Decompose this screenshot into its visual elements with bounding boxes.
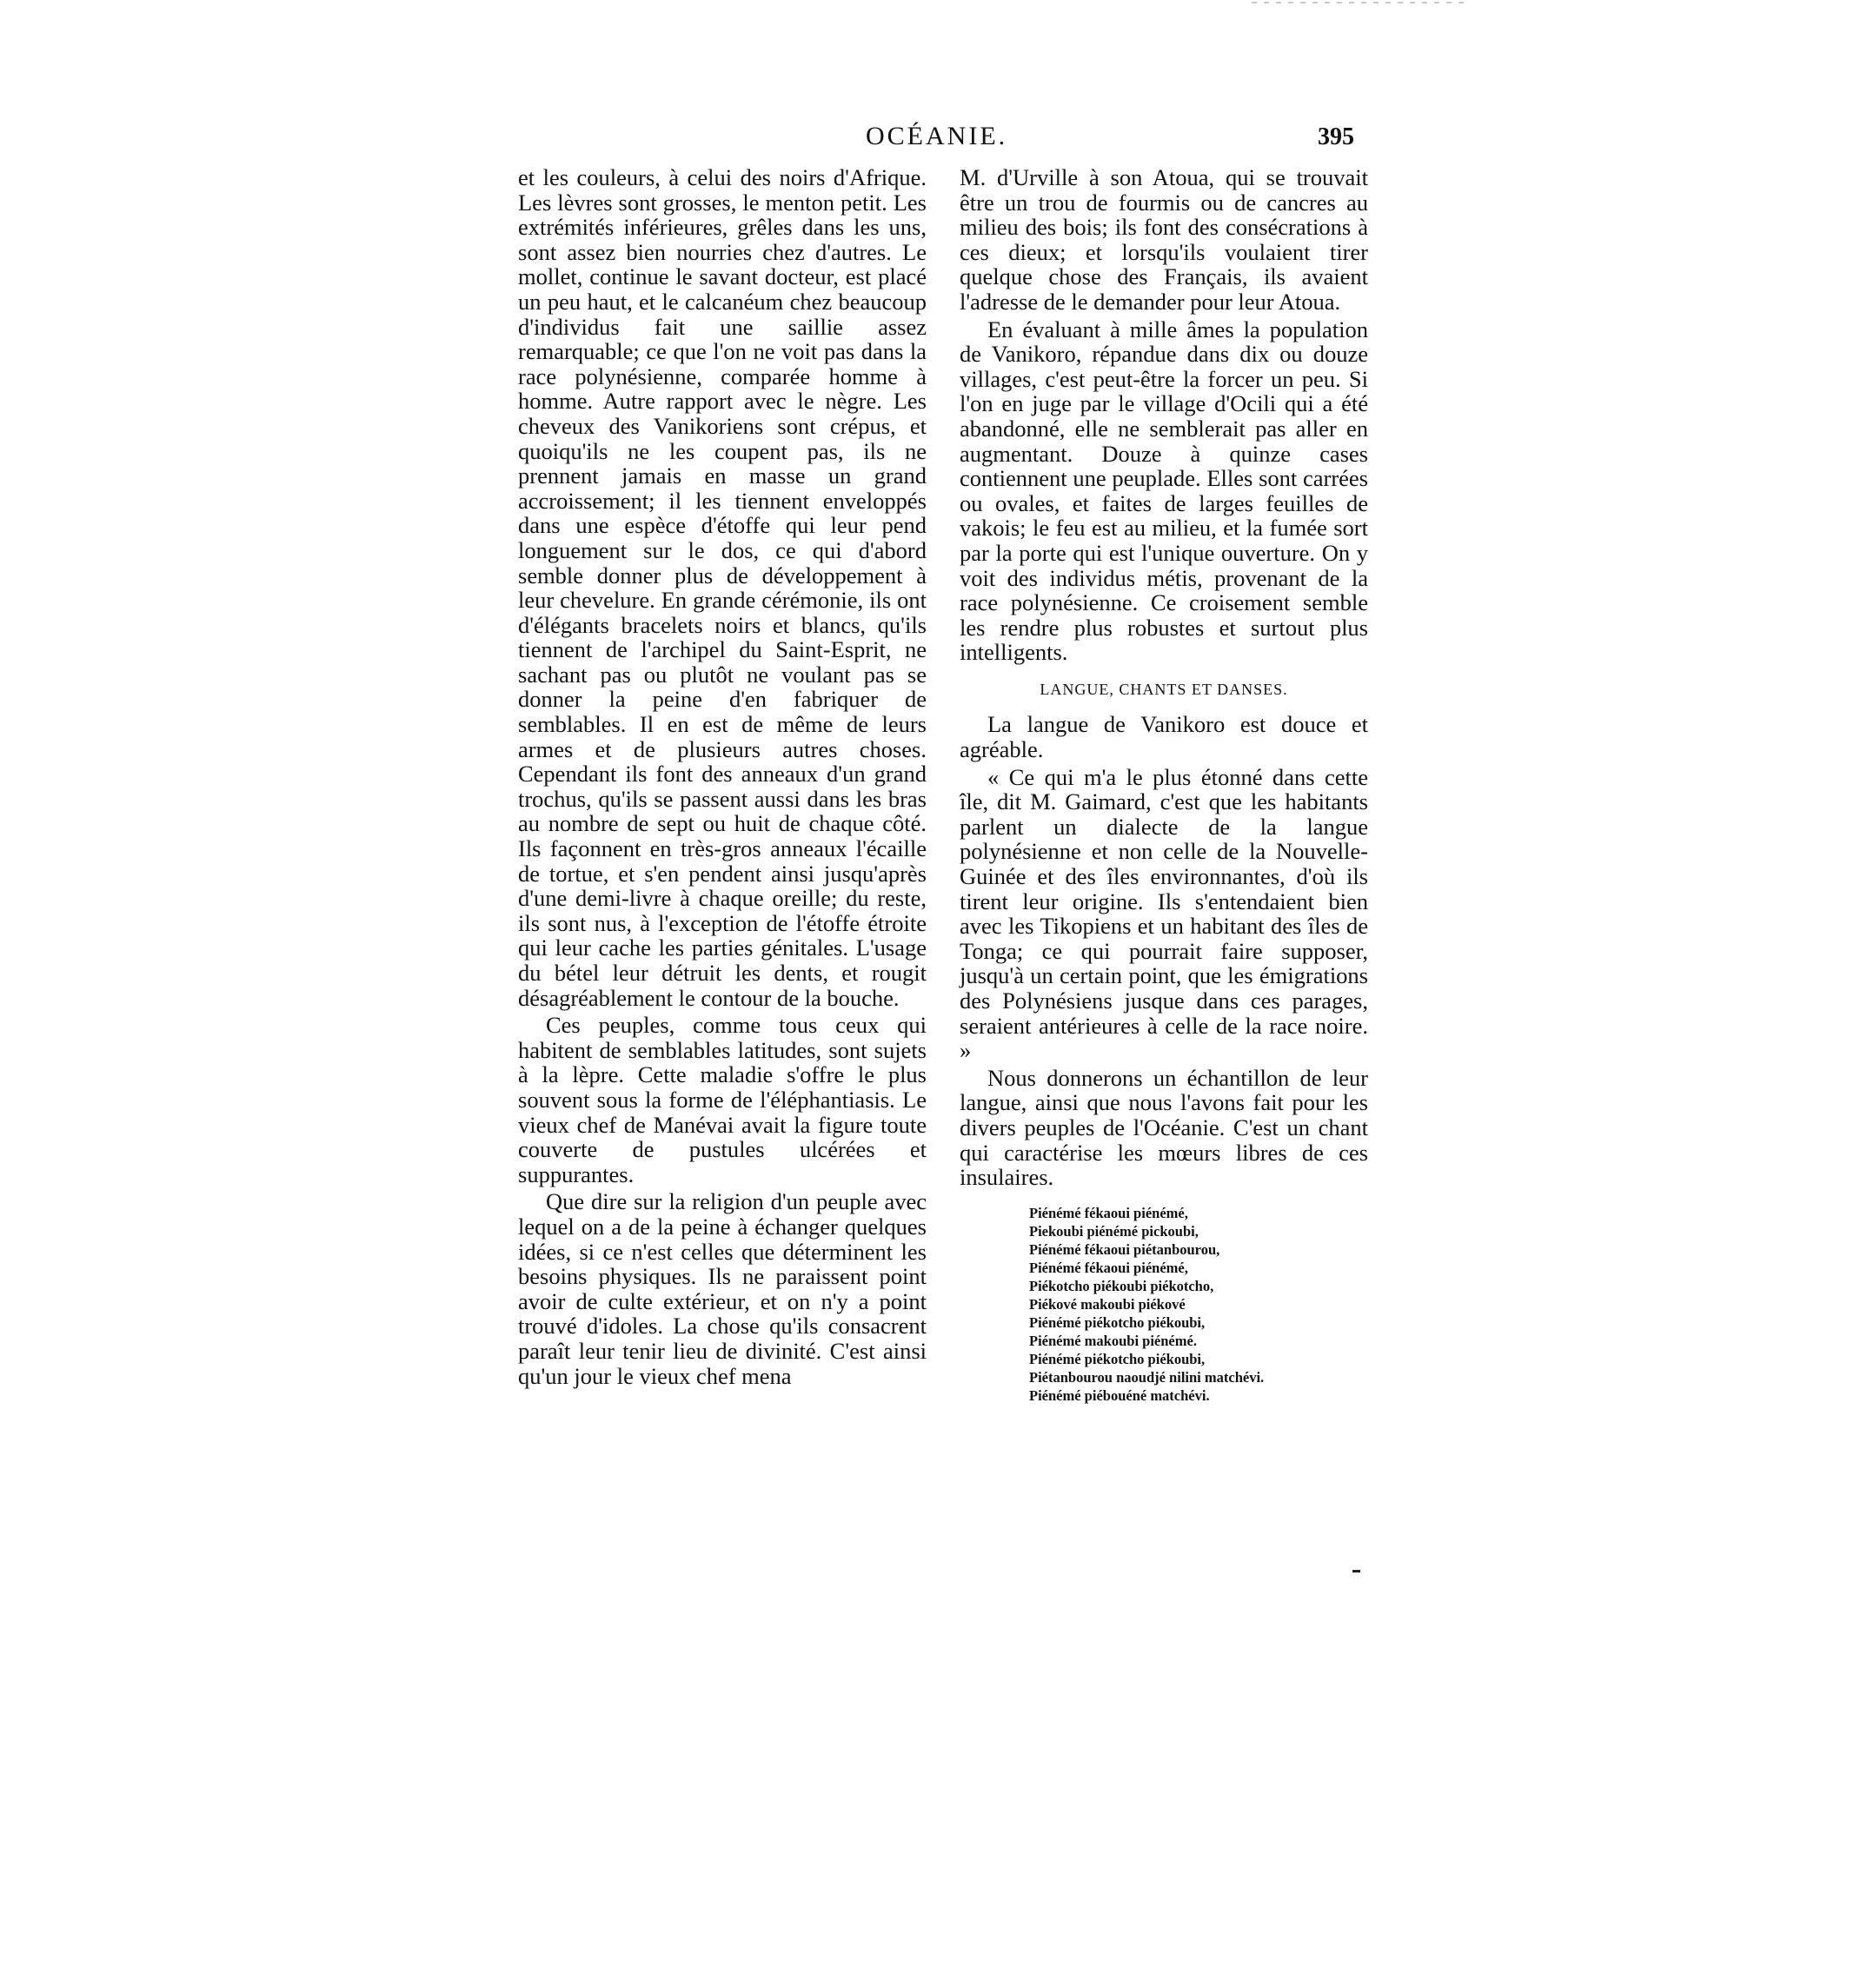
song-line: Piekoubi piénémé pickoubi,	[1029, 1222, 1199, 1240]
paragraph: Nous donnerons un échantillon de leur langue, ainsi que nous l'avons fait pour les divers peuples de l'Océanie. C'est un chant qui caractérise les mœurs libres de ces insulaires.	[960, 1064, 1368, 1191]
song-line: Piénémé piékotcho piékoubi,	[1029, 1350, 1206, 1367]
paragraph: En évaluant à mille âmes la population de Vanikoro, répandue dans dix ou douze villages, c'est peut-être la forcer un peu. Si l'on en juge par le village d'Ocili qui a été abandonné, elle ne semblerait pas aller en augmentant. Douze à quinze cases contiennent une peuplade. Elles sont carrées ou ovales, et faites de larges feuilles de vakois; le feu est au milieu, et la fumée sort par la porte qui est l'unique ouverture. On y voit des individus métis, provenant de la race polynésienne. Ce croisement semble les rendre plus robustes et surtout plus intelligents.	[960, 316, 1368, 666]
scan-artifact	[1252, 2, 1469, 3]
song-line: Piénémé fékaoui piénémé,	[1029, 1204, 1188, 1221]
song-line: Piétanbourou naoudjé nilini matchévi.	[1029, 1368, 1265, 1386]
left-column	[518, 165, 927, 1391]
paragraph: M. d'Urville à son Atoua, qui se trouvait être un trou de fourmis ou de cancres au milieu des bois; ils font des consécrations à ces dieux; et lorsqu'ils voulaient tirer quelque chose des Français, ils avaient l'adresse de le demander pour leur Atoua.	[960, 164, 1368, 315]
song-line: Piénémé piékotcho piékoubi,	[1029, 1313, 1206, 1331]
paragraph: et les couleurs, à celui des noirs d'Afrique. Les lèvres sont grosses, le menton petit. Les extrémités inférieures, grêles dans les uns, sont assez bien nourries chez d'autres. Le mollet, continue le savant docteur, est placé un peu haut, et le calcanéum chez beaucoup d'individus fait une saillie assez remarquable; ce que l'on ne voit pas dans la race polynésienne, comparée homme à homme. Autre rapport avec le nègre. Les cheveux des Vanikoriens sont crépus, et quoiqu'ils ne les coupent pas, ils ne prennent jamais en masse un grand accroissement; il les tiennent enveloppés dans une espèce d'étoffe qui leur pend longuement sur le dos, ce qui d'abord semble donner plus de développement à leur chevelure. En grande cérémonie, ils ont d'élégants bracelets noirs et blancs, qu'ils tiennent de l'archipel du Saint-Esprit, ne sachant pas ou plutôt ne voulant pas se donner la peine d'en fabriquer de semblables. Il en est de même de leurs armes et de plusieurs autres choses. Cependant ils font des anneaux d'un grand trochus, qu'ils se passent aussi dans les bras au nombre de sept ou huit de chaque côté. Ils façonnent en très-gros anneaux l'écaille de tortue, et s'en pendent ainsi jusqu'après d'une demi-livre à chaque oreille; du reste, ils sont nus, à l'exception de l'étoffe étroite qui leur cache les parties génitales. L'usage du bétel leur détruit les dents, et rougit désagréablement le contour de la bouche.	[518, 164, 927, 1011]
paragraph: Ces peuples, comme tous ceux qui habitent de semblables latitudes, sont sujets à la lèpre. Cette maladie s'offre le plus souvent sous la forme de l'éléphantiasis. Le vieux chef de Manévai avait la figure toute couverte de pustules ulcérées et suppurantes.	[518, 1012, 927, 1187]
running-head: OCÉANIE.	[866, 122, 1008, 150]
song-line: Piékotcho piékoubi piékotcho,	[1029, 1277, 1214, 1294]
song-line: Piénémé makoubi piénémé.	[1029, 1332, 1197, 1349]
paragraph: « Ce qui m'a le plus étonné dans cette île, dit M. Gaimard, c'est que les habitants parlent un dialecte de la langue polynésienne et non celle de la Nouvelle-Guinée et des îles environnantes, d'où ils tirent leur origine. Ils s'entendaient bien avec les Tikopiens et un habitant des îles de Tonga; ce qui pourrait faire supposer, jusqu'à un certain point, que les émigrations des Polynésiens jusque dans ces parages, seraient antérieures à celle de la race noire. »	[960, 763, 1368, 1064]
song-line: Piékové makoubi piékové	[1029, 1295, 1186, 1313]
section-heading: LANGUE, CHANTS ET DANSES.	[1040, 680, 1288, 698]
print-mark	[1352, 1570, 1360, 1572]
song-line: Piénémé piébouéné matchévi.	[1029, 1386, 1210, 1404]
paragraph: La langue de Vanikoro est douce et agréable.	[960, 711, 1368, 763]
song-verse	[1029, 1204, 1368, 1405]
right-column	[960, 165, 1368, 1405]
paragraph: Que dire sur la religion d'un peuple avec lequel on a de la peine à échanger quelques idées, si ce n'est celles que déterminent les besoins physiques. Ils ne paraissent point avoir de culte extérieur, et on n'y a point trouvé d'idoles. La chose qu'ils consacrent paraît leur tenir lieu de divinité. C'est ainsi qu'un jour le vieux chef mena	[518, 1188, 927, 1389]
song-line: Piénémé fékaoui piénémé,	[1029, 1259, 1188, 1276]
song-line: Piénémé fékaoui piétanbourou,	[1029, 1240, 1220, 1258]
page-number: 395	[1318, 123, 1354, 150]
